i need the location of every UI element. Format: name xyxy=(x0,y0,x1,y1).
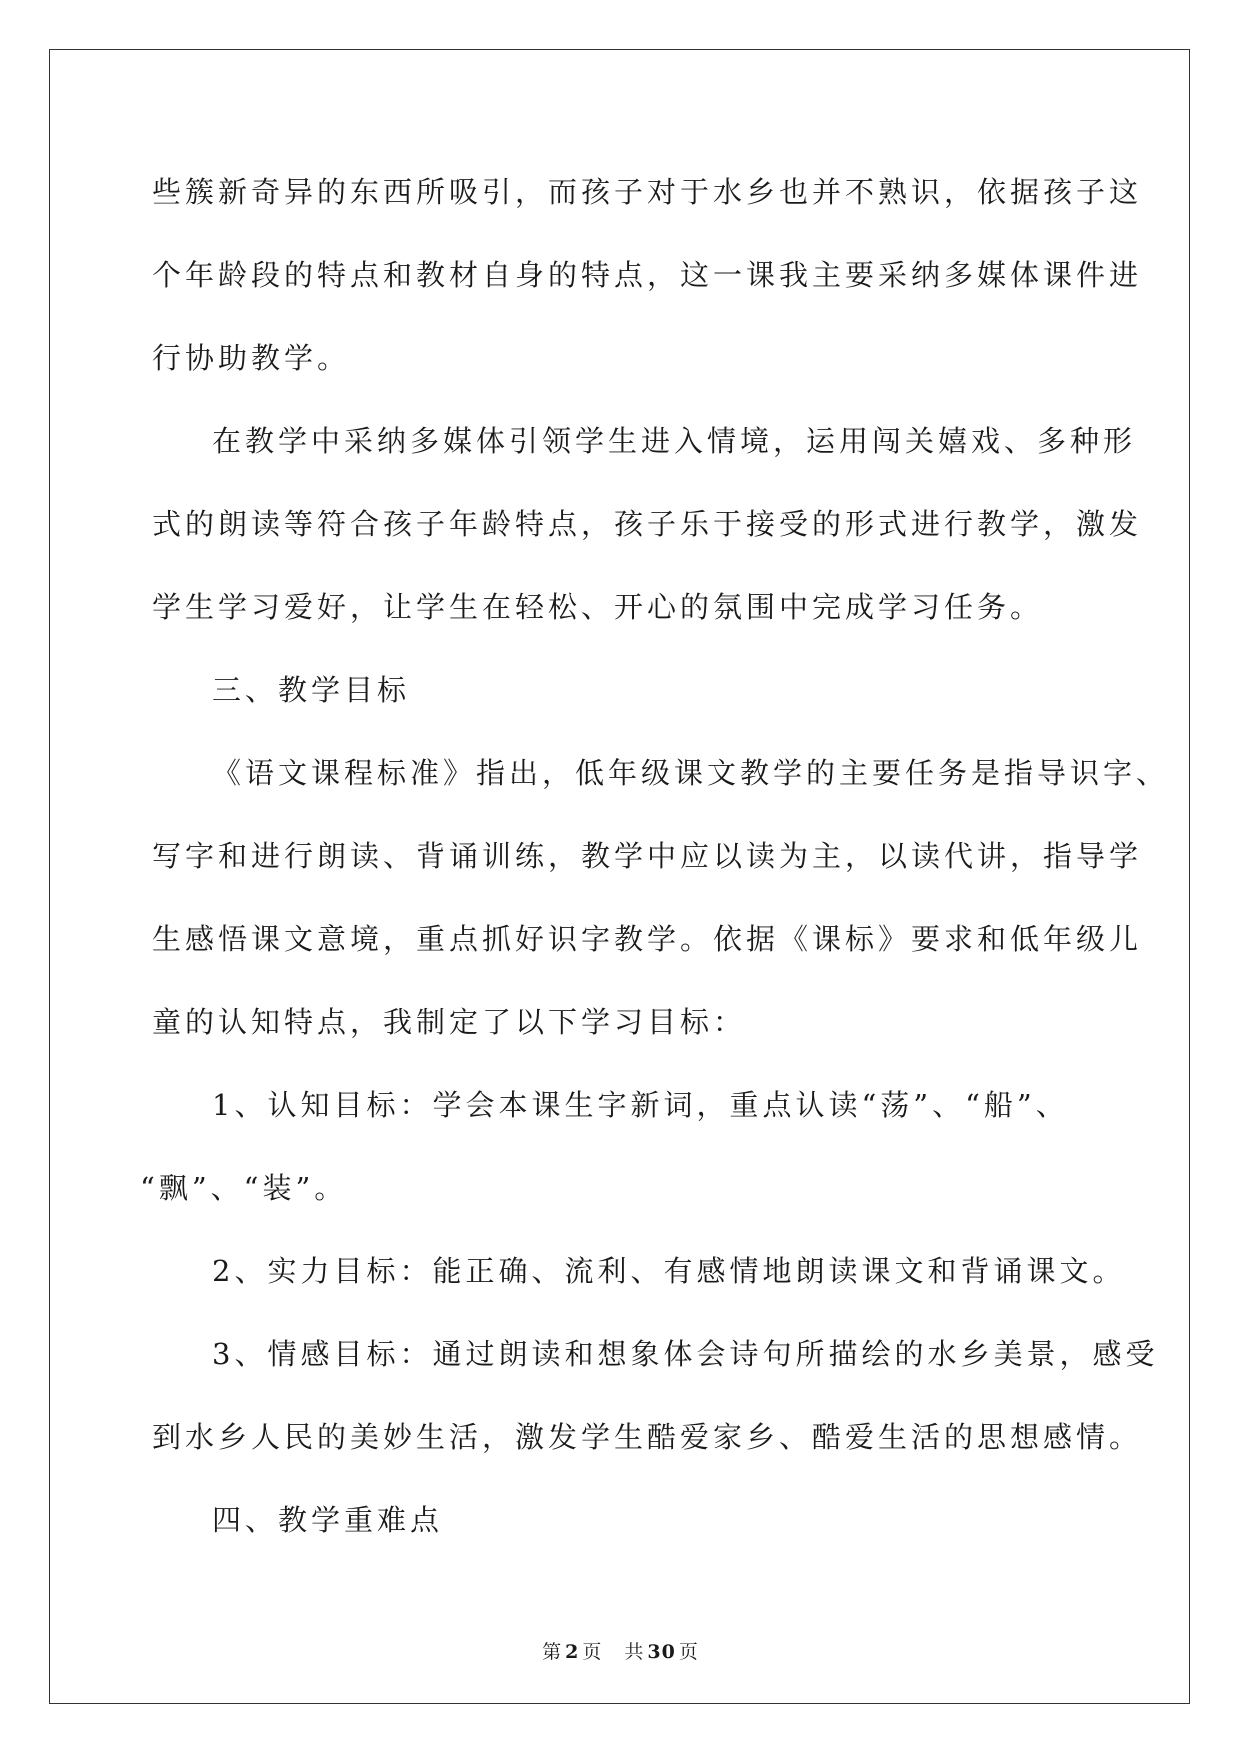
text-line: 式的朗读等符合孩子年龄特点，孩子乐于接受的形式进行教学，激发 xyxy=(152,507,1143,541)
footer-total-prefix: 共 xyxy=(624,1641,645,1663)
text-line: 1、认知目标：学会本课生字新词，重点认读“荡”、“船”、 xyxy=(212,1088,1069,1122)
page-border xyxy=(49,49,1190,1704)
section-heading: 四、教学重难点 xyxy=(212,1503,444,1537)
text-line: 3、情感目标：通过朗读和想象体会诗句所描绘的水乡美景，感受 xyxy=(212,1337,1159,1371)
text-line: “飘”、“装”。 xyxy=(140,1171,348,1205)
text-line: 《语文课程标准》指出，低年级课文教学的主要任务是指导识字、 xyxy=(212,756,1170,790)
footer-page-suffix: 页 xyxy=(582,1641,603,1663)
text-line: 童的认知特点，我制定了以下学习目标： xyxy=(152,1005,747,1039)
text-line: 生感悟课文意境，重点抓好识字教学。依据《课标》要求和低年级儿 xyxy=(152,922,1143,956)
text-line: 些簇新奇异的东西所吸引，而孩子对于水乡也并不熟识，依据孩子这 xyxy=(152,175,1143,209)
footer-total-suffix: 页 xyxy=(678,1641,699,1663)
section-heading: 三、教学目标 xyxy=(212,673,411,707)
footer-prefix: 第 xyxy=(542,1641,563,1663)
total-page-count: 30 xyxy=(647,1641,676,1663)
text-line: 个年龄段的特点和教材自身的特点，这一课我主要采纳多媒体课件进 xyxy=(152,258,1143,292)
text-line: 在教学中采纳多媒体引领学生进入情境，运用闯关嬉戏、多种形 xyxy=(212,424,1137,458)
page-footer xyxy=(0,1640,1241,1664)
text-line: 到水乡人民的美妙生活，激发学生酷爱家乡、酷爱生活的思想感情。 xyxy=(152,1420,1143,1454)
current-page-number: 2 xyxy=(565,1641,580,1663)
text-line: 2、实力目标：能正确、流利、有感情地朗读课文和背诵课文。 xyxy=(212,1254,1126,1288)
text-line: 行协助教学。 xyxy=(152,341,351,375)
text-line: 写字和进行朗读、背诵训练，教学中应以读为主，以读代讲，指导学 xyxy=(152,839,1143,873)
text-line: 学生学习爱好，让学生在轻松、开心的氛围中完成学习任务。 xyxy=(152,590,1044,624)
